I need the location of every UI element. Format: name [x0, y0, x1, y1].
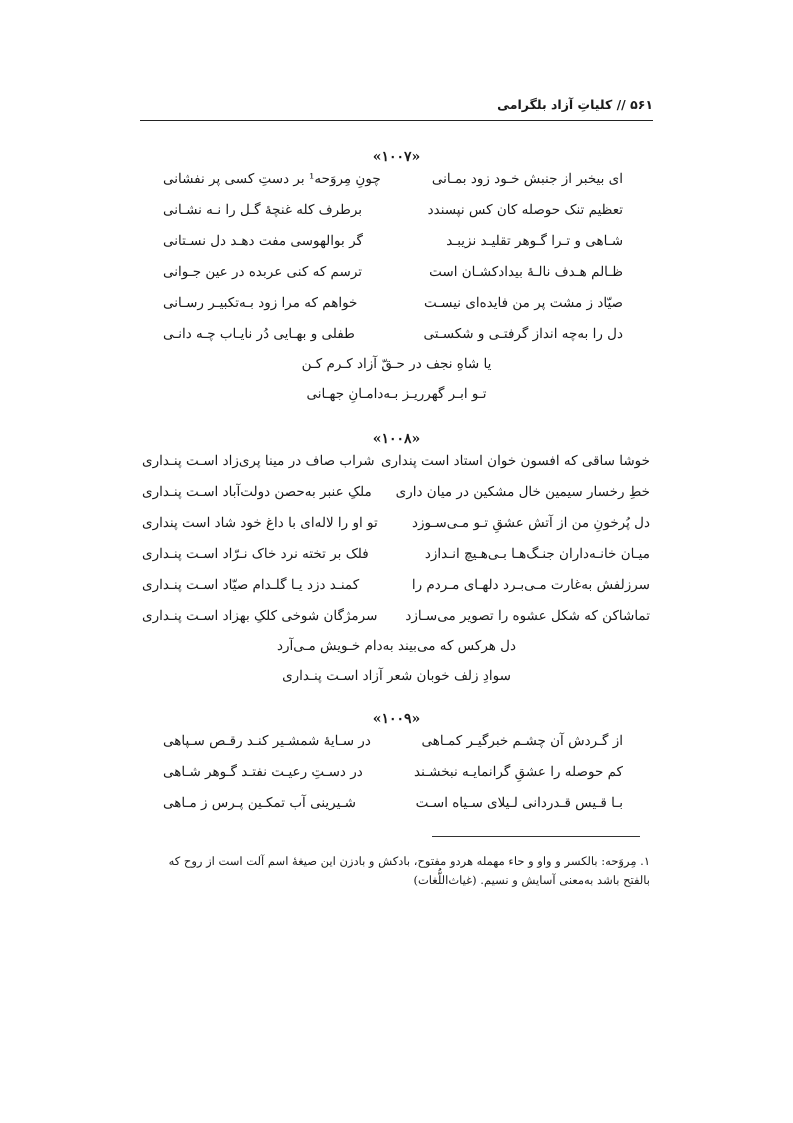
hemistich-second: در دسـتِ رعیـت نفتـد گـوهر شـاهی [163, 764, 363, 780]
verse-line [163, 264, 623, 280]
hemistich-second: شـیرینی آب تمکـین پـرس ز مـاهی [163, 795, 356, 811]
running-header: ۵۶۱ // کلیاتِ آزاد بلگرامی [497, 97, 653, 112]
hemistich-first: کم حوصله را عشقِ گرانمایـه نبخشـند [414, 764, 623, 780]
closing-hemistich: سوادِ زلف خوبان شعر آزاد اسـت پنـداری [282, 668, 511, 684]
hemistich-second: کمنـد دزد یـا گلـدام صیّاد اسـت پنـداری [142, 577, 360, 593]
hemistich-first: بـا قـیس قـدردانی لـیلای سـیاه اسـت [415, 795, 623, 811]
hemistich-second: ملکِ عنبر به‌حصن دولت‌آباد اسـت پنـداری [142, 484, 372, 500]
hemistich-second: خواهم که مرا زود بـه‌تکبیـر رسـانی [163, 295, 358, 311]
poem-number: «۱۰۰۷» [372, 149, 421, 165]
hemistich-first: دل را به‌چه انداز گرفتـی و شکسـتی [423, 326, 623, 342]
header-divider [140, 120, 653, 121]
hemistich-first: ای بیخبر از جنبش خـود زود بمـانی [431, 171, 623, 187]
hemistich-second: طفلی و بهـایی دُر نایـاب چـه دانـی [163, 326, 355, 342]
hemistich-second: چونِ مِروَحه¹ بر دستِ کسی پر نفشانی [163, 171, 381, 187]
closing-hemistich: یا شاهِ نجف در حـقّ آزاد کـرم کـن [301, 356, 492, 372]
hemistich-first: خطِ رخسار سیمین خال مشکین در میان داری [395, 484, 650, 500]
verse-line [142, 484, 650, 500]
hemistich-first: دل پُرخونِ من از آتش عشقِ تـو مـی‌سـوزد [411, 515, 650, 531]
hemistich-first: میـان خانـه‌داران جنـگ‌هـا بـی‌هـیچ انـدازد [424, 546, 650, 562]
hemistich-first: شـاهی و تـرا گـوهر تقلیـد نزیبـد [446, 233, 623, 249]
hemistich-second: تو او را لاله‌ای با داغ خود شاد است پنداری [142, 515, 378, 531]
hemistich-first: تعظیم تنک حوصله کان کس نپسندد [427, 202, 623, 218]
hemistich-first: تماشاکن که شکل عشوه را تصویر می‌سـازد [405, 608, 650, 624]
hemistich-second: شراب صاف در مینا پری‌زاد اسـت پنـداری [142, 453, 375, 469]
poem-number: «۱۰۰۸» [372, 431, 421, 447]
hemistich-second: ترسم که کنی عربده در عین جـوانی [163, 264, 363, 280]
hemistich-first: سرزلفش به‌غارت مـی‌بـرد دلهـای مـردم را [411, 577, 650, 593]
closing-hemistich: تـو ابـر گهرریـز بـه‌دامـانِ جهـانی [306, 386, 487, 402]
hemistich-second: فلک بر تخته نرد خاک نـرّاد اسـت پنـداری [142, 546, 369, 562]
verse-line [163, 295, 623, 311]
poem-number: «۱۰۰۹» [372, 711, 421, 727]
verse-line [163, 733, 623, 749]
verse-line [163, 233, 623, 249]
verse-line [142, 577, 650, 593]
verse-line [163, 764, 623, 780]
hemistich-first: خوشا ساقی که افسون خوان استاد است پنداری [380, 453, 650, 469]
verse-line [142, 453, 650, 469]
footnote: ۱. مِروَحه: بالکسر و واو و حاء مهمله هردو مفتوح، بادکش و بادزن این صیغهٔ اسم آلت است از روح که بالفتح باشد به‌معنی آسایش و نسیم. (غیاث‌اللُّغات) [168, 854, 650, 887]
verse-line [142, 546, 650, 562]
verse-line [142, 515, 650, 531]
hemistich-second: سرمژگان شوخی کلکِ بهزاد اسـت پنـداری [142, 608, 378, 624]
hemistich-second: در سـایهٔ شمشـیر کنـد رقـص سـپاهی [163, 733, 371, 749]
hemistich-second: گر بوالهوسی مفت دهـد دل نسـتانی [163, 233, 363, 249]
verse-line [163, 795, 623, 811]
verse-line [142, 608, 650, 624]
footnote-divider [432, 836, 640, 837]
verse-line [163, 171, 623, 187]
closing-hemistich: دل هرکس که می‌بیند به‌دام خـویش مـی‌آرد [277, 638, 516, 654]
verse-line [163, 326, 623, 342]
hemistich-first: از گـردش آن چشـم خبرگیـر کمـاهی [421, 733, 623, 749]
hemistich-first: صیّاد ز مشت پر من فایده‌ای نیسـت [423, 295, 623, 311]
hemistich-second: برطرف کله غنچهٔ گـل را نـه نشـانی [163, 202, 363, 218]
hemistich-first: ظـالم هـدف نالـهٔ بیدادکشـان است [429, 264, 623, 280]
verse-line [163, 202, 623, 218]
